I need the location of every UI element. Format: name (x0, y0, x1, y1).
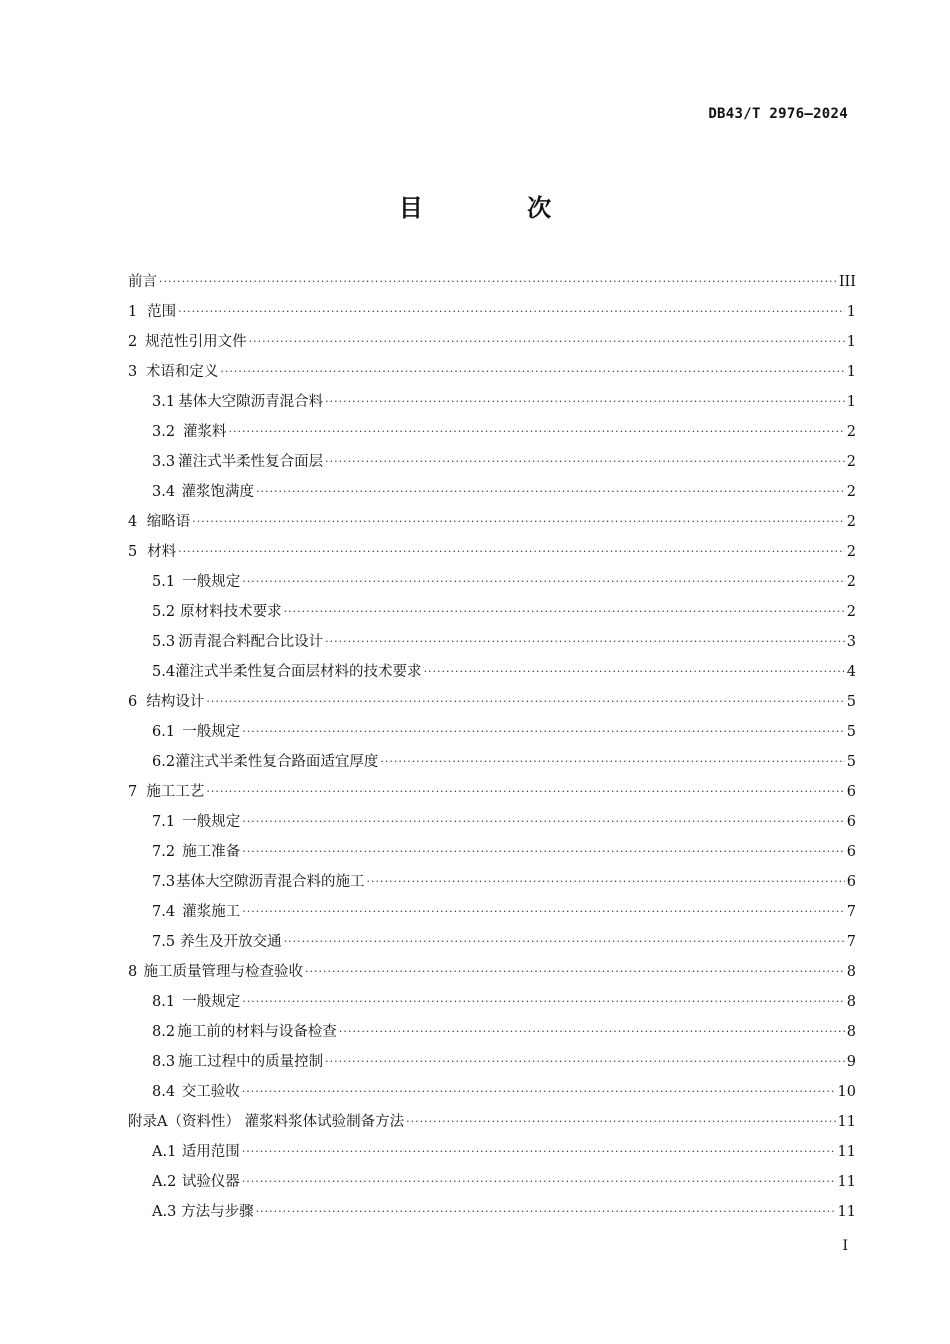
page-title: 目 次 (398, 194, 600, 222)
toc-entry-label: 灌浆施工 (182, 904, 241, 920)
dot-leader (206, 777, 844, 807)
table-of-contents (128, 267, 856, 1227)
toc-entry[interactable] (128, 417, 856, 447)
toc-entry-number: 5.1 (152, 574, 176, 590)
toc-entry[interactable] (128, 777, 856, 807)
toc-entry[interactable] (128, 327, 856, 357)
dot-leader (192, 507, 845, 537)
toc-entry-page: 5 (846, 724, 856, 740)
toc-entry-label: 范围 (147, 304, 177, 320)
dot-leader (242, 837, 845, 867)
dot-leader (242, 1167, 836, 1197)
toc-entry-label: 施工过程中的质量控制 (178, 1054, 324, 1070)
toc-entry-page: 11 (837, 1144, 856, 1160)
toc-entry-page: 6 (846, 844, 856, 860)
toc-entry[interactable] (128, 747, 856, 777)
dot-leader (325, 627, 845, 657)
toc-entry-page: 10 (837, 1084, 856, 1100)
toc-entry-label: 术语和定义 (145, 364, 219, 380)
toc-entry-label: 规范性引用文件 (145, 334, 247, 350)
toc-entry-label: 一般规定 (182, 724, 241, 740)
toc-entry[interactable] (128, 867, 856, 897)
toc-entry-number: A.2 (152, 1174, 177, 1190)
toc-entry-number: 8.4 (152, 1084, 176, 1100)
toc-entry-number: 8.3 (152, 1054, 176, 1070)
toc-entry-number: 7.1 (152, 814, 176, 830)
dot-leader (325, 447, 845, 477)
toc-entry-number: 7 (128, 784, 138, 800)
document-code: DB43/T 2976—2024 (708, 106, 848, 122)
toc-entry-label: 施工质量管理与检查验收 (143, 964, 303, 980)
toc-entry-number: 3 (128, 364, 138, 380)
toc-entry[interactable] (128, 1047, 856, 1077)
toc-entry-number: 5.4 (152, 664, 176, 680)
dot-leader (206, 687, 844, 717)
dot-leader (242, 897, 845, 927)
toc-entry-page: 1 (846, 304, 856, 320)
dot-leader (228, 417, 844, 447)
toc-entry-label: 灌浆饱满度 (181, 484, 255, 500)
toc-entry-label: 施工前的材料与设备检查 (177, 1024, 337, 1040)
toc-entry[interactable] (128, 1167, 856, 1197)
toc-entry-label: 一般规定 (182, 814, 241, 830)
footer-page-number: I (842, 1238, 848, 1254)
dot-leader (242, 717, 845, 747)
toc-entry-page: 6 (846, 784, 856, 800)
toc-entry-number: 5.3 (152, 634, 176, 650)
toc-entry-label: 养生及开放交通 (180, 934, 282, 950)
toc-entry[interactable] (128, 267, 856, 297)
dot-leader (242, 987, 845, 1017)
toc-entry-number: 3.4 (152, 484, 176, 500)
dot-leader (249, 327, 845, 357)
toc-entry-label: 一般规定 (182, 994, 241, 1010)
toc-entry-number: 6.1 (152, 724, 176, 740)
toc-entry-label: 灌注式半柔性复合路面适宜厚度 (175, 754, 379, 770)
toc-entry-number: 3.3 (152, 454, 176, 470)
toc-entry-page: 1 (846, 394, 856, 410)
toc-entry-label: 施工准备 (182, 844, 241, 860)
toc-entry[interactable] (128, 807, 856, 837)
toc-entry-page: 11 (837, 1174, 856, 1190)
toc-entry-label: 材料 (147, 544, 177, 560)
toc-entry-number: 7.4 (152, 904, 176, 920)
toc-entry-page: 5 (846, 754, 856, 770)
toc-entry[interactable] (128, 297, 856, 327)
toc-entry-number: 6 (128, 694, 138, 710)
dot-leader (178, 537, 845, 567)
toc-entry-number: 3.2 (152, 424, 176, 440)
toc-entry-label: 原材料技术要求 (180, 604, 282, 620)
toc-entry-page: 2 (846, 514, 856, 530)
dot-leader (305, 957, 845, 987)
toc-entry[interactable] (128, 927, 856, 957)
toc-entry[interactable] (128, 957, 856, 987)
toc-entry-page: 8 (846, 964, 856, 980)
toc-entry-page: 1 (846, 334, 856, 350)
toc-entry-label: 基体大空隙沥青混合料的施工 (176, 874, 365, 890)
toc-entry[interactable] (128, 507, 856, 537)
toc-entry-number: 7.3 (152, 874, 176, 890)
toc-entry-page: 2 (846, 484, 856, 500)
toc-entry-label: 灌注式半柔性复合面层 (178, 454, 324, 470)
toc-entry-label: 附录A（资料性） 灌浆料浆体试验制备方法 (128, 1114, 405, 1130)
toc-entry[interactable] (128, 597, 856, 627)
toc-entry-page: 3 (846, 634, 856, 650)
toc-entry-page: 11 (837, 1204, 856, 1220)
toc-entry-page: 1 (846, 364, 856, 380)
toc-entry-page: III (838, 274, 856, 290)
toc-entry-page: 6 (846, 874, 856, 890)
toc-entry[interactable] (128, 357, 856, 387)
dot-leader (284, 927, 845, 957)
toc-entry-page: 8 (846, 1024, 856, 1040)
toc-entry-label: 方法与步骤 (181, 1204, 254, 1220)
toc-entry[interactable] (128, 477, 856, 507)
toc-entry-page: 2 (846, 454, 856, 470)
toc-entry-number: A.1 (152, 1144, 177, 1160)
dot-leader (242, 807, 845, 837)
toc-entry-number: 4 (128, 514, 138, 530)
toc-entry[interactable] (128, 537, 856, 567)
toc-entry-label: 基体大空隙沥青混合料 (178, 394, 324, 410)
toc-entry-page: 4 (846, 664, 856, 680)
dot-leader (325, 387, 845, 417)
toc-entry-page: 2 (846, 544, 856, 560)
toc-entry-number: 8.1 (152, 994, 176, 1010)
toc-entry-label: 试验仪器 (181, 1174, 240, 1190)
toc-entry-page: 11 (837, 1114, 856, 1130)
toc-entry-number: 7.2 (152, 844, 176, 860)
toc-entry-number: 8 (128, 964, 138, 980)
dot-leader (242, 1137, 836, 1167)
toc-entry-page: 7 (846, 904, 856, 920)
toc-entry[interactable] (128, 837, 856, 867)
toc-entry-number: 2 (128, 334, 138, 350)
dot-leader (256, 1197, 836, 1227)
dot-leader (242, 1077, 836, 1107)
toc-entry-page: 8 (846, 994, 856, 1010)
toc-entry-page: 7 (846, 934, 856, 950)
toc-entry-page: 2 (846, 424, 856, 440)
toc-entry[interactable] (128, 657, 856, 687)
dot-leader (178, 297, 845, 327)
toc-entry-label: 灌注式半柔性复合面层材料的技术要求 (175, 664, 422, 680)
toc-entry[interactable] (128, 987, 856, 1017)
dot-leader (256, 477, 845, 507)
dot-leader (159, 267, 837, 297)
toc-entry-label: 交工验收 (181, 1084, 240, 1100)
toc-entry-label: 一般规定 (182, 574, 241, 590)
toc-entry[interactable] (128, 1197, 856, 1227)
toc-entry[interactable] (128, 627, 856, 657)
toc-entry-label: 施工工艺 (146, 784, 205, 800)
dot-leader (424, 657, 845, 687)
dot-leader (325, 1047, 845, 1077)
dot-leader (284, 597, 845, 627)
dot-leader (406, 1107, 835, 1137)
toc-entry-number: 1 (128, 304, 138, 320)
toc-entry[interactable] (128, 1077, 856, 1107)
toc-entry-page: 2 (846, 574, 856, 590)
toc-entry-label: 前言 (128, 274, 157, 290)
toc-entry[interactable] (128, 897, 856, 927)
toc-entry-number: 6.2 (152, 754, 176, 770)
toc-entry-number: 8.2 (152, 1024, 176, 1040)
toc-entry-label: 沥青混合料配合比设计 (178, 634, 324, 650)
dot-leader (339, 1017, 845, 1047)
toc-entry-page: 2 (846, 604, 856, 620)
toc-entry[interactable] (128, 1017, 856, 1047)
dot-leader (380, 747, 844, 777)
toc-entry-label: 结构设计 (146, 694, 205, 710)
toc-entry[interactable] (128, 447, 856, 477)
toc-entry-number: 5.2 (152, 604, 176, 620)
toc-entry-number: 3.1 (152, 394, 176, 410)
toc-entry-label: 灌浆料 (182, 424, 227, 440)
toc-entry[interactable] (128, 687, 856, 717)
toc-entry-label: 缩略语 (146, 514, 191, 530)
dot-leader (242, 567, 845, 597)
toc-entry[interactable] (128, 717, 856, 747)
toc-entry-number: 7.5 (152, 934, 176, 950)
toc-entry-number: 5 (128, 544, 138, 560)
toc-entry[interactable] (128, 567, 856, 597)
dot-leader (220, 357, 844, 387)
dot-leader (367, 867, 845, 897)
toc-entry-page: 9 (846, 1054, 856, 1070)
toc-entry[interactable] (128, 387, 856, 417)
toc-entry-page: 5 (846, 694, 856, 710)
toc-entry-number: A.3 (152, 1204, 177, 1220)
toc-entry-label: 适用范围 (181, 1144, 240, 1160)
toc-entry-page: 6 (846, 814, 856, 830)
toc-entry[interactable] (128, 1137, 856, 1167)
toc-entry[interactable] (128, 1107, 856, 1137)
